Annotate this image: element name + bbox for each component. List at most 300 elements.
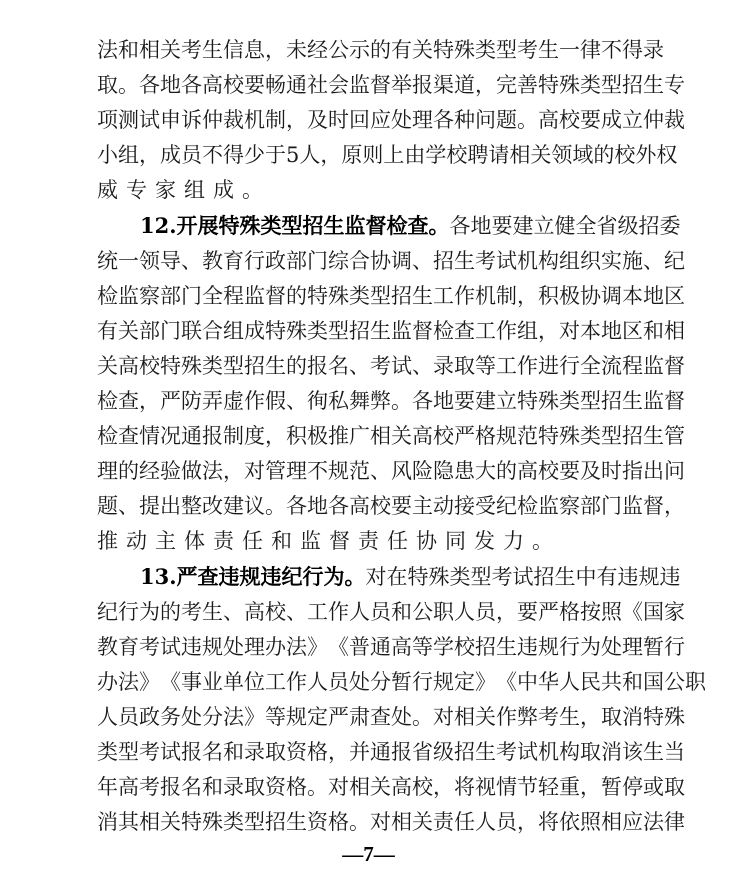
text-char: 试 — [512, 564, 534, 589]
text-char: 招 — [454, 740, 475, 764]
text-char: 信 — [223, 38, 244, 62]
text-char: 行 — [559, 353, 580, 378]
text-char: 在 — [386, 564, 408, 589]
text-char: 作 — [496, 704, 517, 729]
text-char: 工 — [475, 318, 496, 343]
text-char: 得 — [622, 38, 643, 62]
text-char: 督 — [664, 389, 685, 413]
text-char: 招 — [475, 634, 496, 659]
text-char: 外 — [635, 143, 657, 168]
text-char: 领 — [551, 143, 573, 168]
text-char: 会 — [328, 73, 349, 98]
text-char: 考 — [139, 634, 160, 659]
text-char: 作 — [328, 599, 349, 624]
text-char: 生 — [622, 389, 643, 413]
text-char: 并 — [349, 740, 370, 764]
text-char: 考 — [139, 775, 160, 800]
text-char: 违 — [517, 634, 538, 659]
text-char: 类 — [449, 564, 471, 589]
text-char: 相 — [509, 143, 531, 168]
text-char: 要 — [391, 494, 412, 519]
text-char: 。 — [265, 494, 286, 519]
text-char: 关 — [160, 38, 181, 62]
text-char: 有 — [391, 38, 412, 62]
text-char: 或 — [643, 775, 664, 800]
text-char: 通 — [370, 634, 391, 659]
text-char: 当 — [664, 740, 685, 764]
text-char: 程 — [622, 353, 643, 378]
text-char: 域 — [572, 143, 594, 168]
text-char: 。 — [242, 178, 263, 203]
text-char: 名 — [202, 740, 223, 764]
text-char: 督 — [265, 283, 286, 308]
text-char: 殊 — [559, 424, 580, 449]
text-char: 地 — [470, 213, 492, 238]
text-char: 人 — [454, 599, 475, 624]
text-char: 作 — [517, 353, 538, 378]
heading-char: 规 — [239, 563, 261, 589]
text-char: 法 — [223, 704, 244, 729]
text-char: 型 — [601, 73, 622, 98]
text-char: 门 — [307, 248, 328, 273]
text-char: 法 — [643, 810, 664, 835]
text-char: 举 — [391, 73, 412, 98]
text-char: 聘 — [467, 143, 489, 168]
text-char: 检 — [97, 424, 118, 449]
text-char: 将 — [454, 775, 475, 800]
text-char: ， — [496, 599, 517, 624]
text-char: 考 — [491, 564, 513, 589]
text-char: 关 — [391, 424, 412, 449]
text-char: 题 — [97, 494, 118, 519]
text-char: 类 — [202, 353, 223, 378]
text-char: ， — [320, 143, 342, 168]
text-char: 联 — [181, 318, 202, 343]
text-char: 任 — [454, 810, 475, 835]
text-char: 出 — [160, 494, 181, 519]
text-line — [97, 526, 647, 556]
text-char: 年 — [97, 775, 118, 800]
text-char: 提 — [139, 494, 160, 519]
text-char: 对 — [433, 704, 454, 729]
text-char: 委 — [659, 213, 681, 238]
text-line — [97, 667, 706, 697]
text-char: 患 — [454, 459, 475, 484]
text-char: 学 — [425, 143, 447, 168]
text-char: 协 — [580, 283, 601, 308]
text-char: 型 — [370, 283, 391, 308]
text-char: 行 — [412, 669, 433, 694]
text-char: 监 — [349, 73, 370, 98]
text-char: 私 — [328, 389, 349, 413]
text-char: 人 — [307, 669, 328, 694]
text-char: 成 — [160, 143, 181, 168]
text-char: 取 — [97, 73, 118, 98]
text-char: 和 — [271, 529, 292, 554]
text-char: 公 — [328, 38, 349, 62]
text-char: 社 — [307, 73, 328, 98]
text-char: 生 — [202, 38, 223, 62]
text-line — [97, 140, 678, 170]
text-char: ， — [664, 494, 685, 519]
text-char: 型 — [223, 353, 244, 378]
heading-char: 招 — [302, 212, 324, 238]
text-char: 殊 — [454, 38, 475, 62]
text-char: 一 — [118, 248, 139, 273]
text-char: 规 — [496, 424, 517, 449]
text-char: 轻 — [538, 775, 559, 800]
text-char: 位 — [244, 669, 265, 694]
text-char: 。 — [118, 73, 139, 98]
text-char: 录 — [643, 38, 664, 62]
text-char: 节 — [517, 775, 538, 800]
text-char: 相 — [454, 704, 475, 729]
text-char: 类 — [223, 810, 244, 835]
text-char: 照 — [601, 599, 622, 624]
text-line — [97, 35, 664, 65]
text-char: 生 — [454, 248, 475, 273]
text-char: 不 — [307, 459, 328, 484]
text-char: 的 — [496, 459, 517, 484]
text-char: 办 — [265, 634, 286, 659]
text-char: 5 — [286, 143, 300, 168]
text-char: 取 — [664, 775, 685, 800]
text-char: 为 — [139, 599, 160, 624]
text-char: 各 — [286, 494, 307, 519]
text-char: ， — [265, 424, 286, 449]
text-char: 》 — [244, 704, 265, 729]
text-char: 高 — [391, 634, 412, 659]
text-char: 行 — [559, 634, 580, 659]
text-char: 名 — [181, 775, 202, 800]
text-char: 生 — [265, 353, 286, 378]
text-char: 重 — [559, 775, 580, 800]
text-char: 人 — [349, 599, 370, 624]
text-char: 取 — [454, 353, 475, 378]
text-char: 关 — [160, 810, 181, 835]
text-char: 对 — [365, 564, 387, 589]
text-char: 仲 — [202, 108, 223, 133]
text-char: 相 — [601, 810, 622, 835]
text-char: 责 — [358, 529, 379, 554]
text-char: ， — [517, 810, 538, 835]
text-char: 、 — [412, 353, 433, 378]
text-char: 特 — [643, 704, 664, 729]
text-char: 动 — [433, 494, 454, 519]
text-line — [97, 597, 685, 627]
text-line — [97, 351, 685, 381]
text-char: 极 — [559, 283, 580, 308]
text-char: 国 — [643, 669, 664, 694]
text-line — [97, 105, 685, 135]
text-char: 不 — [202, 143, 223, 168]
text-line — [97, 702, 685, 732]
text-char: 建 — [223, 494, 244, 519]
text-char: 出 — [643, 459, 664, 484]
text-char: 》 — [475, 669, 496, 694]
text-char: 况 — [160, 424, 181, 449]
text-char: 家 — [664, 599, 685, 624]
text-char: 政 — [265, 248, 286, 273]
text-char: 纪 — [97, 599, 118, 624]
heading-char: 纪 — [281, 563, 303, 589]
heading-char: 12. — [140, 212, 177, 238]
text-char: 综 — [328, 248, 349, 273]
text-char: 建 — [512, 213, 534, 238]
heading-char: 生 — [323, 212, 345, 238]
text-char: 流 — [601, 353, 622, 378]
text-char: 接 — [454, 494, 475, 519]
text-char: 考 — [181, 38, 202, 62]
text-char: 及 — [580, 459, 601, 484]
text-char: 的 — [118, 459, 139, 484]
text-char: 弊 — [370, 389, 391, 413]
text-char: 取 — [580, 740, 601, 764]
text-char: 校 — [614, 143, 636, 168]
text-char: 育 — [223, 248, 244, 273]
text-char: 《 — [496, 669, 517, 694]
text-char: 高 — [538, 108, 559, 133]
text-char: 徇 — [307, 389, 328, 413]
text-char: 该 — [622, 740, 643, 764]
text-char: 型 — [580, 389, 601, 413]
text-char: 监 — [622, 494, 643, 519]
text-char: 机 — [475, 283, 496, 308]
text-char: 积 — [286, 424, 307, 449]
text-char: 督 — [412, 318, 433, 343]
text-char: 法 — [286, 634, 307, 659]
heading-char: 特 — [218, 212, 240, 238]
text-char: 舞 — [349, 389, 370, 413]
text-char: 。 — [532, 529, 553, 554]
text-char: 积 — [538, 283, 559, 308]
text-line — [97, 246, 685, 276]
text-char: 构 — [538, 248, 559, 273]
text-char: 监 — [300, 529, 321, 554]
text-char: 格 — [328, 810, 349, 835]
text-char: 检 — [97, 283, 118, 308]
heading-char: 查 — [197, 563, 219, 589]
text-char: 组 — [223, 318, 244, 343]
text-char: 等 — [265, 704, 286, 729]
text-char: 关 — [412, 810, 433, 835]
text-char: 处 — [181, 704, 202, 729]
text-char: 的 — [370, 38, 391, 62]
text-char: 特 — [265, 318, 286, 343]
text-char: 暂 — [391, 669, 412, 694]
text-char: 理 — [97, 459, 118, 484]
text-char: 校 — [139, 353, 160, 378]
text-char: 立 — [622, 108, 643, 133]
text-char: 人 — [475, 810, 496, 835]
text-char: 及 — [307, 108, 328, 133]
text-char: 门 — [160, 318, 181, 343]
text-char: 领 — [139, 248, 160, 273]
text-char: 关 — [118, 318, 139, 343]
text-char: 部 — [160, 283, 181, 308]
text-char: 华 — [538, 669, 559, 694]
text-char: 立 — [496, 389, 517, 413]
text-char: 和 — [391, 599, 412, 624]
text-char: 按 — [580, 599, 601, 624]
text-char: 问 — [664, 459, 685, 484]
text-char: 人 — [299, 143, 321, 168]
text-char: 示 — [349, 38, 370, 62]
text-char: 受 — [475, 494, 496, 519]
text-char: 试 — [496, 248, 517, 273]
text-char: 地 — [433, 389, 454, 413]
heading-char: 。 — [428, 212, 450, 238]
text-char: 校 — [265, 599, 286, 624]
text-char: 督 — [329, 529, 350, 554]
text-char: 经 — [139, 459, 160, 484]
text-char: 招 — [601, 389, 622, 413]
text-char: 省 — [596, 213, 618, 238]
text-char: 权 — [656, 143, 678, 168]
text-char: 学 — [433, 634, 454, 659]
text-char: 共 — [601, 669, 622, 694]
text-char: 规 — [286, 704, 307, 729]
text-char: 理 — [412, 108, 433, 133]
text-line — [97, 70, 685, 100]
text-char: 的 — [593, 143, 615, 168]
text-char: 资 — [265, 775, 286, 800]
page-number: —7— — [342, 842, 395, 866]
text-char: 《 — [622, 599, 643, 624]
text-char: 体 — [184, 529, 205, 554]
text-char: 主 — [155, 529, 176, 554]
text-char: 组 — [559, 248, 580, 273]
text-char: 。 — [307, 775, 328, 800]
heading-char: 查 — [407, 212, 429, 238]
text-char: 员 — [370, 599, 391, 624]
text-char: 一 — [559, 38, 580, 62]
text-char: 全 — [580, 353, 601, 378]
text-char: 高 — [349, 494, 370, 519]
text-char: 查 — [118, 389, 139, 413]
text-char: 类 — [307, 318, 328, 343]
text-char: 对 — [559, 318, 580, 343]
text-char: 情 — [139, 424, 160, 449]
text-char: 问 — [475, 108, 496, 133]
text-char: 生 — [538, 38, 559, 62]
text-line — [97, 421, 685, 451]
text-char: 招 — [244, 353, 265, 378]
text-char: 弄 — [202, 389, 223, 413]
text-char: 殊 — [328, 283, 349, 308]
text-char: 测 — [118, 108, 139, 133]
text-char: 度 — [244, 424, 265, 449]
text-char: 题 — [496, 108, 517, 133]
heading-char: 违 — [260, 563, 282, 589]
text-char: 裁 — [664, 108, 685, 133]
text-char: 校 — [559, 108, 580, 133]
text-char: 申 — [160, 108, 181, 133]
text-char: 行 — [244, 248, 265, 273]
text-char: ， — [475, 73, 496, 98]
text-char: 推 — [328, 424, 349, 449]
text-char: 特 — [433, 38, 454, 62]
text-line — [97, 491, 685, 521]
text-char: 殊 — [202, 810, 223, 835]
heading-char: 检 — [386, 212, 408, 238]
text-char: 统 — [97, 248, 118, 273]
text-line — [97, 316, 685, 346]
text-char: 部 — [286, 248, 307, 273]
text-char: 招 — [433, 248, 454, 273]
text-char: 协 — [416, 529, 437, 554]
text-char: 查 — [370, 704, 391, 729]
text-char: 责 — [433, 810, 454, 835]
text-char: 业 — [202, 669, 223, 694]
heading-char: 13. — [140, 563, 177, 589]
text-char: 施 — [622, 248, 643, 273]
text-char: 、 — [643, 248, 664, 273]
text-char: 范 — [517, 424, 538, 449]
text-char: 招 — [265, 810, 286, 835]
text-char: 实 — [601, 248, 622, 273]
text-char: ， — [433, 775, 454, 800]
text-char: 对 — [244, 459, 265, 484]
text-char: 成 — [213, 178, 234, 203]
text-char: 职 — [433, 599, 454, 624]
text-char: ， — [517, 283, 538, 308]
text-char: 隐 — [433, 459, 454, 484]
text-char: 对 — [328, 775, 349, 800]
text-char: 省 — [412, 740, 433, 764]
text-char: 制 — [265, 108, 286, 133]
text-char: 消 — [97, 810, 118, 835]
text-char: 查 — [118, 424, 139, 449]
text-char: 工 — [496, 353, 517, 378]
text-char: 暂 — [643, 634, 664, 659]
text-char: 事 — [181, 669, 202, 694]
text-char: 监 — [391, 318, 412, 343]
text-char: 规 — [638, 564, 660, 589]
text-char: 相 — [391, 810, 412, 835]
text-char: 殊 — [559, 73, 580, 98]
text-char: ， — [580, 775, 601, 800]
text-char: 完 — [496, 73, 517, 98]
text-char: 导 — [160, 248, 181, 273]
text-char: ， — [139, 143, 160, 168]
text-char: 检 — [517, 494, 538, 519]
text-char: 进 — [538, 353, 559, 378]
text-char: ， — [286, 108, 307, 133]
text-char: 中 — [575, 564, 597, 589]
text-char: 和 — [223, 740, 244, 764]
text-char: 监 — [643, 353, 664, 378]
text-char: 工 — [307, 599, 328, 624]
text-char: 处 — [391, 108, 412, 133]
text-char: 健 — [554, 213, 576, 238]
text-char: 道 — [454, 73, 475, 98]
text-char: 、 — [181, 248, 202, 273]
text-char: 殊 — [181, 353, 202, 378]
text-char: 违 — [181, 634, 202, 659]
text-char: 管 — [265, 459, 286, 484]
text-char: 报 — [307, 353, 328, 378]
text-char: 。 — [517, 108, 538, 133]
text-char: 法 — [97, 38, 118, 62]
text-char: 、 — [286, 389, 307, 413]
text-char: 合 — [202, 318, 223, 343]
text-char: 有 — [97, 318, 118, 343]
text-char: 高 — [202, 73, 223, 98]
text-char: 分 — [370, 669, 391, 694]
text-char: 经 — [307, 38, 328, 62]
text-char: 协 — [370, 248, 391, 273]
